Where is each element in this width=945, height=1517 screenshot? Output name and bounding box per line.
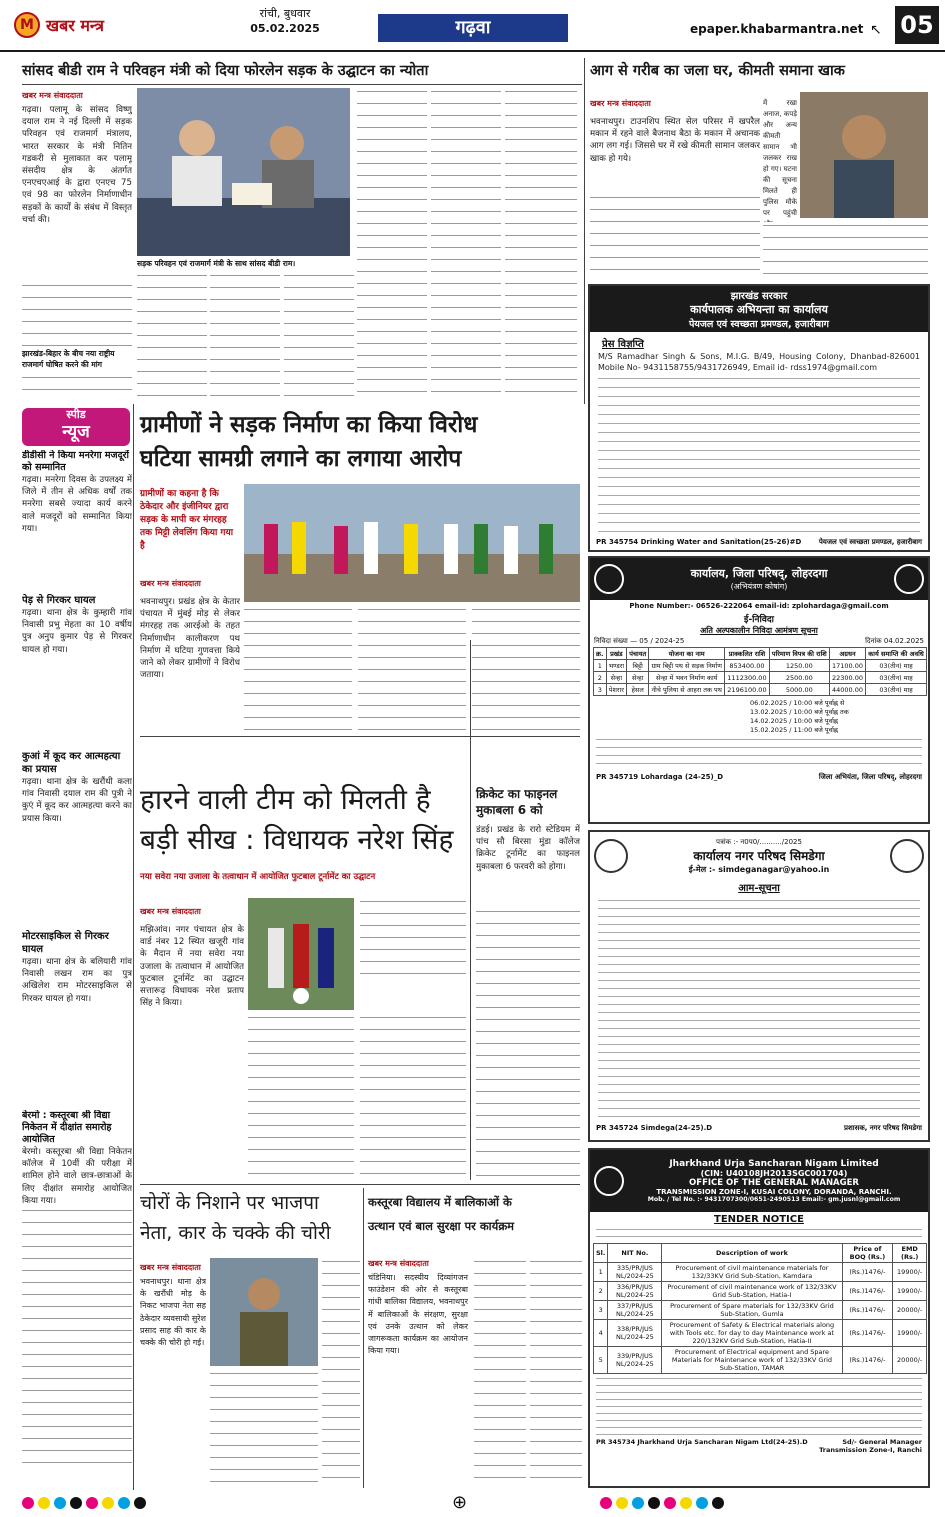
emblem-icon xyxy=(890,839,924,873)
ad3-footer-right: प्रशासक, नगर परिषद सिमडेगा xyxy=(844,1124,922,1132)
color-registration-right xyxy=(600,1496,724,1510)
ad4-cell: 20000/- xyxy=(893,1301,927,1320)
story1-byline: खबर मन्त्र संवाददाता xyxy=(22,90,132,101)
story7-headline-1[interactable]: कस्तूरबा विद्यालय में बालिकाओं के xyxy=(368,1195,512,1209)
registration-dot xyxy=(54,1497,66,1509)
story3-body xyxy=(358,606,466,730)
story1-body xyxy=(284,272,354,396)
story6-lead: भवनाथपुर। थाना क्षेत्र के खरौंधी मोड़ के निकट भाजपा नेता सह ठेकेदार व्यवसायी सुरेश प्रसाद साह की कार के चक्के की चोरी हो गई। xyxy=(140,1277,206,1348)
police-officer-photo-icon xyxy=(210,1258,318,1366)
ad3-header xyxy=(590,832,928,880)
ad2-cell: 853400.00 xyxy=(725,660,770,672)
story4-lead: मझिआंव। नगर पंचायत क्षेत्र के वार्ड नंबर 12 स्थित खजूरी गांव के मैदान में नया सवेरा नया उजाला के तत्वाधान में आयोजित फुटबाल टूर्नामेंट का उद्घाटन सत्तारूढ़ विधायक नरेश प्रताप सिंह ने किया। xyxy=(140,925,244,1009)
ad2-cell: हेसल xyxy=(627,684,649,696)
ad2-cell: 03(तीन) माह xyxy=(866,660,927,672)
ad2-notice-date: दिनांक 04.02.2025 xyxy=(865,637,924,645)
ad2-cell: सेन्हा xyxy=(606,672,627,684)
ad4-intro xyxy=(596,1227,922,1241)
story4-photo[interactable] xyxy=(248,898,354,1010)
story4-headline-2[interactable]: बड़ी सीख : विधायक नरेश सिंह xyxy=(140,823,454,856)
speed-news-top: स्पीड xyxy=(66,408,86,421)
story1-body xyxy=(22,282,132,348)
ad4-cell: 338/PR/JUS NL/2024-25 xyxy=(608,1320,662,1347)
registration-dot xyxy=(38,1497,50,1509)
speed-item-title: कुआं में कूद कर आत्महत्या का प्रयास xyxy=(22,750,132,776)
ad2-cell: 22300.00 xyxy=(829,672,865,684)
story1-body xyxy=(431,88,501,396)
ad2-phone: Phone Number:- 06526-222064 email-id: zplohardaga@gmail.com xyxy=(629,602,889,610)
ad3-letter: पत्रांक :- न0प0/........../2025 xyxy=(716,837,802,846)
speed-item[interactable] xyxy=(22,750,132,930)
story2-byline: खबर मन्त्र संवाददाता xyxy=(590,98,760,109)
emblem-icon xyxy=(594,564,624,594)
ad2-row xyxy=(594,660,927,672)
ad2-row xyxy=(594,684,927,696)
ad4-cell: (Rs.)1476/- xyxy=(842,1347,893,1374)
register-mark-icon: ⊕ xyxy=(452,1492,468,1513)
story6-headline-1[interactable]: चोरों के निशाने पर भाजपा xyxy=(140,1192,319,1214)
ad2-row xyxy=(594,672,927,684)
divider xyxy=(22,84,582,85)
epaper-url[interactable]: epaper.khabarmantra.net xyxy=(690,22,864,36)
ad4-footer-right: Sd/- General Manager Transmission Zone-I, Ranchi xyxy=(819,1438,922,1454)
ad4-col: NIT No. xyxy=(608,1244,662,1263)
ad4-org: Jharkhand Urja Sancharan Nigam Limited xyxy=(669,1159,879,1169)
ad2-cell: बिट्टी xyxy=(627,660,649,672)
ad4-cell: 20000/- xyxy=(893,1347,927,1374)
ad4-cell: (Rs.)1476/- xyxy=(842,1301,893,1320)
ad2-cell: सेन्हा xyxy=(627,672,649,684)
ad4-table-header xyxy=(594,1244,927,1263)
ad2-cell: पेशरार xyxy=(606,684,627,696)
ad4-office: OFFICE OF THE GENERAL MANAGER xyxy=(689,1178,859,1188)
registration-dot xyxy=(22,1497,34,1509)
ad2-cell: 1 xyxy=(594,660,607,672)
story1-body xyxy=(210,272,280,396)
ad2-cell: 1250.00 xyxy=(769,660,829,672)
ad2-cell: 2 xyxy=(594,672,607,684)
speed-item[interactable] xyxy=(22,450,132,594)
ad4-cell: 19900/- xyxy=(893,1282,927,1301)
ad2-cell: 3 xyxy=(594,684,607,696)
speed-news-bottom: न्यूज xyxy=(62,422,90,442)
ad1-details xyxy=(598,376,920,536)
ad4-cell: Procurement of Safety & Electrical materials along with Tools etc. for day to day Maintenance work at 220/132KV Grid Sub-Station, Hatia-II xyxy=(662,1320,842,1347)
ad2-date: 14.02.2025 / 10:00 बजे पूर्वाह्न xyxy=(750,717,838,725)
registration-dot xyxy=(70,1497,82,1509)
ad2-col: कार्य समाप्ति की अवधि xyxy=(866,648,927,660)
ad4-row xyxy=(594,1347,927,1374)
speed-item-text: गढ़वा। थाना क्षेत्र के कुम्हारी गांव निवासी प्रभु मेहता का 10 वर्षीय पुत्र अनुप कुमार पेड़ से गिरकर घायल हो गया। xyxy=(22,608,132,655)
ad4-row xyxy=(594,1301,927,1320)
story3-lead: भवनाथपुर। प्रखंड क्षेत्र के केतार पंचायत में मुंबई मोड़ से लेकर मंगरहह तक आरईओ के तहत निर्माणाधीन कालीकरण पथ निर्माण में घटिया गुणवत्ता किये जाने को लेकर ग्रामीणों ने विरोध जताया। xyxy=(140,597,240,681)
registration-dot xyxy=(648,1497,660,1509)
ad2-cell: 03(तीन) माह xyxy=(866,684,927,696)
ad1-org2: कार्यपालक अभियन्ता का कार्यालय xyxy=(690,303,828,316)
ad1-footer-right: पेयजल एवं स्वच्छता प्रमण्डल, हजारीबाग xyxy=(818,538,922,546)
story6-photo[interactable] xyxy=(210,1258,318,1366)
story1-body xyxy=(137,272,207,396)
ad4-mob: Mob. / Tel No. :- 9431707300/0651-2490513 Email:- gm.jusnl@gmail.com xyxy=(647,1196,901,1203)
speed-item-text: गढ़वा। थाना क्षेत्र के बलियारी गांव निवासी लखन राम का पुत्र अखिलेश राम मोटरसाइकिल से गिरकर घायल हो गया। xyxy=(22,957,132,1004)
story7-lead: चंडिनिया। सदस्यीय दिव्यांगजन फाउंडेशन की ओर से कस्तूरबा गांधी बालिका विद्यालय, भवनाथपुर में बालिकाओं के संरक्षण, सुरक्षा एवं उनके उत्थान को लेकर जागरूकता कार्यक्रम का आयोजन किया गया। xyxy=(368,1273,468,1356)
registration-dot xyxy=(696,1497,708,1509)
story5-headline[interactable]: क्रिकेट का फाइनल मुकाबला 6 को xyxy=(476,787,558,817)
ad2-table xyxy=(593,647,927,696)
story6-body xyxy=(210,1370,318,1488)
divider xyxy=(363,1188,364,1488)
ad3-body xyxy=(598,898,920,1120)
registration-dot xyxy=(86,1497,98,1509)
registration-dot xyxy=(632,1497,644,1509)
story6-body xyxy=(322,1258,360,1488)
ad4-cell: 19900/- xyxy=(893,1263,927,1282)
story1-headline[interactable]: सांसद बीडी राम ने परिवहन मंत्री को दिया फोरलेन सड़क के उद्घाटन का न्योता xyxy=(22,63,429,79)
city-day: रांची, बुधवार xyxy=(259,7,311,20)
ad2-cell: ग्राम बिट्टी पथ से सड़क निर्माण xyxy=(649,660,725,672)
dateline xyxy=(230,6,340,36)
ad4-cell: 336/PR/JUS NL/2024-25 xyxy=(608,1282,662,1301)
ad1-footer xyxy=(590,538,928,547)
color-registration-left xyxy=(22,1496,146,1510)
ad-jusnl-tender[interactable] xyxy=(588,1148,930,1488)
ad2-tender-title: ई-निविदा xyxy=(744,615,774,625)
ad4-cell: 339/PR/JUS NL/2024-25 xyxy=(608,1347,662,1374)
portrait-photo-icon xyxy=(800,92,928,218)
ad4-cell: 5 xyxy=(594,1347,608,1374)
ad4-cell: Procurement of civil maintenance materials for 132/33KV Grid Sub-Station, Kamdara xyxy=(662,1263,842,1282)
page-number: 05 xyxy=(895,6,939,44)
ad1-org xyxy=(590,286,928,332)
meeting-photo-icon xyxy=(137,88,350,256)
ad1-org3: पेयजल एवं स्वच्छता प्रमण्डल, हजारीबाग xyxy=(688,319,830,330)
logo-mark-icon: M xyxy=(14,12,40,38)
cursor-icon: ↖ xyxy=(870,22,882,38)
story7-body xyxy=(530,1258,582,1488)
ad4-cell: (Rs.)1476/- xyxy=(842,1282,893,1301)
ad4-col: Description of work xyxy=(662,1244,842,1263)
ad4-cell: 19900/- xyxy=(893,1320,927,1347)
ad4-cell: 337/PR/JUS NL/2024-25 xyxy=(608,1301,662,1320)
ad3-footer-left: PR 345724 Simdega(24-25).D xyxy=(596,1124,713,1132)
ad2-date: 06.02.2025 / 10:00 बजे पूर्वाह्न से xyxy=(750,699,845,707)
ad-simdega-notice[interactable] xyxy=(588,830,930,1142)
story3-body xyxy=(244,606,352,730)
speed-item-title: डीडीसी ने किया मनरेगा मजदूरों को सम्मानित xyxy=(22,450,132,474)
logo-text: खबर मन्त्र xyxy=(46,16,104,35)
ad4-col: Sl. xyxy=(594,1244,608,1263)
ad4-footer-left: PR 345734 Jharkhand Urja Sancharan Nigam Ltd(24-25).D xyxy=(596,1438,808,1446)
ad2-title: कार्यालय, जिला परिषद्, लोहरदगा xyxy=(690,567,828,580)
registration-dot xyxy=(712,1497,724,1509)
story1-body xyxy=(22,374,132,396)
ad2-col: परिमाण विपत्र की राशि xyxy=(769,648,829,660)
speed-item-body xyxy=(22,1207,132,1467)
ad4-cell: 3 xyxy=(594,1301,608,1320)
ad4-header xyxy=(590,1150,928,1212)
ad2-date: 13.02.2025 / 10:00 बजे पूर्वाह्न तक xyxy=(750,708,849,716)
story4-deck: नया सवेरा नया उजाला के तत्वाधान में आयोजित फुटबाल टूर्नामेंट का उद्घाटन xyxy=(140,872,500,883)
ad4-cell: Procurement of Spare materials for 132/33KV Grid Sub-Station, Gumla xyxy=(662,1301,842,1320)
ad2-cell: सेन्हा में भवन निर्माण कार्य xyxy=(649,672,725,684)
ad1-org1: झारखंड सरकार xyxy=(730,291,788,302)
football-ceremony-photo-icon xyxy=(248,898,354,1010)
ad2-col: क्र. xyxy=(594,648,607,660)
emblem-icon xyxy=(894,564,924,594)
story4-headline-1[interactable]: हारने वाली टीम को मिलती है xyxy=(140,783,431,816)
divider xyxy=(140,736,580,737)
story2-body xyxy=(763,222,928,280)
ad3-title: कार्यालय नगर परिषद सिमडेगा xyxy=(693,848,825,863)
ad2-cell: नीचे पुलिया से आहरा तक पथ xyxy=(649,684,725,696)
speed-news-list xyxy=(22,450,132,1490)
jusnl-logo-icon xyxy=(594,1166,624,1196)
speed-item-text: बेरमो। कस्तूरबा श्री विद्या निकेतन कॉलेज में 10वीं की परीक्षा में शामिल होने वाले छात्र-छात्राओं के लिए दीक्षांत समारोह आयोजित किया गया। xyxy=(22,1147,132,1206)
registration-dot xyxy=(616,1497,628,1509)
ad4-col: Price of BOQ (Rs.) xyxy=(842,1244,893,1263)
ad2-dates xyxy=(590,696,928,735)
ad4-footer xyxy=(590,1438,928,1454)
story2-photo[interactable] xyxy=(800,92,928,218)
story6-byline: खबर मन्त्र संवाददाता xyxy=(140,1262,206,1273)
ad2-col: पंचायत xyxy=(627,648,649,660)
ad2-cell: 5000.00 xyxy=(769,684,829,696)
ad2-table-header xyxy=(594,648,927,660)
registration-dot xyxy=(118,1497,130,1509)
divider xyxy=(470,640,471,1180)
edition-date: 05.02.2025 xyxy=(250,22,320,35)
speed-item[interactable] xyxy=(22,930,132,1110)
story1-photo[interactable] xyxy=(137,88,350,256)
registration-dot xyxy=(600,1497,612,1509)
ad2-notice-no: निविदा संख्या — 05 / 2024-25 xyxy=(594,637,685,645)
speed-item-title: पेड़ से गिरकर घायल xyxy=(22,594,132,607)
story4-body xyxy=(248,1014,354,1180)
story3-headline-2[interactable]: घटिया सामग्री लगाने का लगाया आरोप xyxy=(140,446,462,472)
ad4-cell: 335/PR/JUS NL/2024-25 xyxy=(608,1263,662,1282)
ad2-col: प्राक्कलित राशि xyxy=(725,648,770,660)
story3-byline: खबर मन्त्र संवाददाता xyxy=(140,578,240,589)
ad-drinking-water[interactable] xyxy=(588,284,930,552)
ad2-footer-left: PR 345719 Lohardaga (24-25)_D xyxy=(596,773,724,781)
ad3-email: ई-मेल :- simdeganagar@yahoo.in xyxy=(688,864,830,874)
story1-body xyxy=(357,88,427,396)
story1-subhead: झारखंड-बिहार के बीच नया राष्ट्रीय राजमार्ग घोषित करने की मांग xyxy=(22,348,132,370)
ad2-cell: 2196100.00 xyxy=(725,684,770,696)
story4-body xyxy=(360,1014,466,1180)
ad2-col: प्रखंड xyxy=(606,648,627,660)
speed-item[interactable] xyxy=(22,1110,132,1490)
ad4-cell: 4 xyxy=(594,1320,608,1347)
ad4-row xyxy=(594,1320,927,1347)
ad1-body: M/S Ramadhar Singh & Sons, M.I.G. B/49, Housing Colony, Dhanbad-826001 Mobile No- 9431158755/9431726949, Email id- rdss1974@gmail.com xyxy=(598,352,920,372)
ad4-cell: (Rs.)1476/- xyxy=(842,1320,893,1347)
ad-lohardaga-tender[interactable] xyxy=(588,556,930,824)
ad2-header xyxy=(590,558,928,600)
ad4-cell: 2 xyxy=(594,1282,608,1301)
ad4-terms xyxy=(596,1376,922,1436)
speed-item-title: बेरमो : कस्तूरबा श्री विद्या निकेतन में दीक्षांत समारोह आयोजित xyxy=(22,1110,132,1146)
ad4-table xyxy=(593,1243,927,1374)
speed-item[interactable] xyxy=(22,594,132,750)
ad2-cell: 44000.00 xyxy=(829,684,865,696)
ad4-row xyxy=(594,1282,927,1301)
story3-headline-1[interactable]: ग्रामीणों ने सड़क निर्माण का किया विरोध xyxy=(140,412,478,438)
story7-headline-2[interactable]: उत्थान एवं बाल सुरक्षा पर कार्यक्रम xyxy=(368,1219,515,1233)
story2-body xyxy=(590,194,760,280)
ad2-col: अग्रधन xyxy=(829,648,865,660)
ad4-zone: TRANSMISSION ZONE-I, KUSAI COLONY, DORANDA, RANCHI. xyxy=(656,1188,892,1196)
story7-byline: खबर मन्त्र संवाददाता xyxy=(368,1258,468,1269)
speed-item-text: गढ़वा। मनरेगा दिवस के उपलक्ष्य में जिले में तीन से अधिक वर्षों तक मनरेगा सबसे ज्यादा कार्य करने वाले मजदूरों को सम्मानित किया गया। xyxy=(22,475,132,534)
ad4-row xyxy=(594,1263,927,1282)
villagers-photo-icon xyxy=(244,484,580,602)
ad2-cell: 17100.00 xyxy=(829,660,865,672)
ad2-cell: 03(तीन) माह xyxy=(866,672,927,684)
story7-body xyxy=(474,1258,526,1488)
divider xyxy=(133,404,134,1490)
ad4-cin: (CIN: U40108JH2013SGC001704) xyxy=(700,1169,848,1178)
emblem-icon xyxy=(594,839,628,873)
story1-lead: गढ़वा। पलामू के सांसद विष्णु दयाल राम ने नई दिल्ली में सड़क परिवहन एवं राजमार्ग मंत्रालय, भारत सरकार के मंत्री नितिन गडकरी से मुलाकात कर पलामू संसदीय क्षेत्र के अंतर्गत एनएचएआई के द्वारा एनएच 75 एवं 98 का फोरलेन निर्माणाधीन सड़कों के कार्यों के संबंध में विस्तृत चर्चा की। xyxy=(22,105,132,225)
ad2-cell: भण्डरा xyxy=(606,660,627,672)
story3-body xyxy=(472,606,580,730)
ad2-subtitle: (अभियंत्रण कोषांग) xyxy=(730,582,788,591)
registration-dot xyxy=(134,1497,146,1509)
ad4-title: TENDER NOTICE xyxy=(714,1214,804,1225)
ad2-tender-sub: अति अल्पकालीन निविदा आमंत्रण सूचना xyxy=(700,626,818,635)
registration-dot xyxy=(102,1497,114,1509)
speed-item-title: मोटरसाइकिल से गिरकर घायल xyxy=(22,930,132,956)
divider xyxy=(584,58,585,404)
story4-byline: खबर मन्त्र संवाददाता xyxy=(140,906,244,917)
story4-body xyxy=(360,898,466,978)
divider xyxy=(140,1184,580,1185)
ad2-footer-right: जिला अभियंता, जिला परिषद्, लोहरदगा xyxy=(818,773,922,781)
story1-body xyxy=(505,88,577,396)
brand-logo[interactable] xyxy=(14,10,204,40)
section-title: गढ़वा xyxy=(378,14,568,42)
ad3-notice: आम-सूचना xyxy=(738,883,780,894)
ad4-cell: Procurement of Electrical equipment and Spare Materials for Maintenance work of 132/33KV Grid Sub-Station, TAMAR xyxy=(662,1347,842,1374)
ad2-footer xyxy=(590,773,928,782)
ad2-cell: 2500.00 xyxy=(769,672,829,684)
speed-item-text: गढ़वा। थाना क्षेत्र के खरौंधी कला गांव निवासी दयाल राम की पुत्री ने कुएं में कूद कर आत्महत्या करने का प्रयास किया। xyxy=(22,777,132,824)
ad4-cell: 1 xyxy=(594,1263,608,1282)
story2-side: में रखा अनाज, कपड़े और अन्य कीमती सामान भी जलकर राख हो गए। घटना की सूचना मिलते ही पुलिस मौके पर पहुंची xyxy=(763,99,797,217)
registration-dot xyxy=(664,1497,676,1509)
story5-lead: डंडई। प्रखंड के रारो स्टेडियम में पांच सौ बिरसा मुंडा कॉलेज क्रिकेट टूर्नामेंट का फाइनल मुकाबला 6 फरवरी को होगा। xyxy=(476,825,580,872)
ad2-terms xyxy=(596,737,922,771)
story2-lead: भवनाथपुर। टाउनशिप स्थित सेल परिसर में खपरैल मकान में रहने वाले बैजनाथ बैठा के मकान में अचानक आग लग गई। जिससे घर में रखे कीमती सामान जलकर खाक हो गये। xyxy=(590,117,760,164)
story1-caption: सड़क परिवहन एवं राजमार्ग मंत्री के साथ सांसद बीडी राम। xyxy=(137,258,350,269)
story3-photo[interactable] xyxy=(244,484,580,602)
ad1-footer-left: PR 345754 Drinking Water and Sanitation(25-26)#D xyxy=(596,538,802,546)
story2-headline[interactable]: आग से गरीब का जला घर, कीमती समाना खाक xyxy=(590,63,845,79)
ad2-cell: 1112300.00 xyxy=(725,672,770,684)
ad2-notice-line xyxy=(590,636,928,647)
story5-body xyxy=(476,908,580,1180)
registration-dot xyxy=(680,1497,692,1509)
story3-pullquote: ग्रामीणों का कहना है कि ठेकेदार और इंजीनियर द्वारा सड़क के मापी कर मंगरहह तक मिट्टी लेवलिंग किया गया है xyxy=(140,488,240,553)
ad2-date: 15.02.2025 / 11:00 बजे पूर्वाह्न xyxy=(750,726,838,734)
ad4-col: EMD (Rs.) xyxy=(893,1244,927,1263)
ad1-title: प्रेस विज्ञप्ति xyxy=(602,339,644,350)
speed-news-badge xyxy=(22,408,130,446)
ad4-cell: (Rs.)1476/- xyxy=(842,1263,893,1282)
story6-headline-2[interactable]: नेता, कार के चक्के की चोरी xyxy=(140,1222,331,1244)
ad4-cell: Procurement of civil maintenance work of 132/33KV Grid Sub-Station, Hatia-I xyxy=(662,1282,842,1301)
ad2-col: योजना का नाम xyxy=(649,648,725,660)
ad3-footer xyxy=(590,1124,928,1133)
